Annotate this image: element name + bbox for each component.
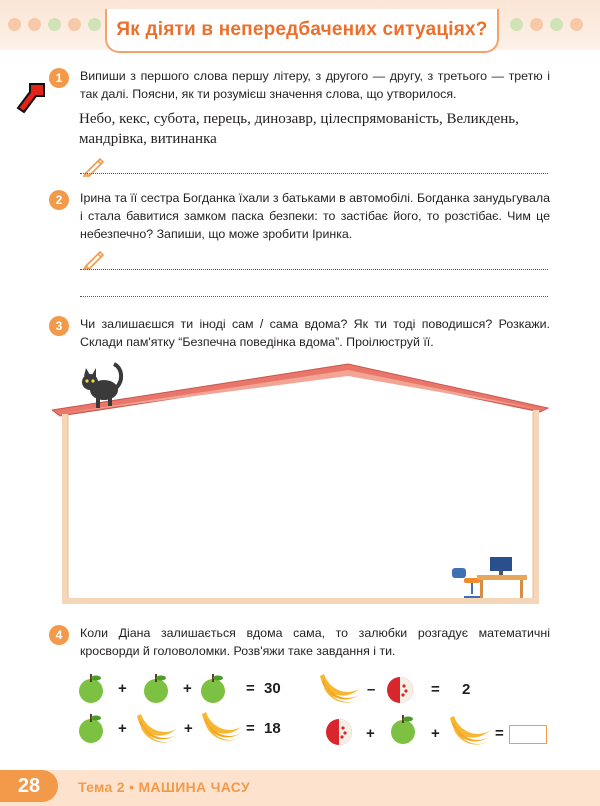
house-drawing-area[interactable] (52, 360, 552, 612)
equals-sign: = (431, 681, 440, 698)
page-title-box (105, 9, 499, 53)
task-1-words: Небо, кекс, субота, перець, динозавр, цілеспрямованість, Великдень, мандрівка, витинанка (79, 111, 519, 147)
plus-sign: + (118, 720, 127, 737)
plus-sign: + (366, 725, 375, 742)
equals-sign: = (246, 680, 255, 697)
task-1-badge: 1 (49, 68, 69, 88)
answer-line[interactable] (80, 296, 548, 297)
desk-icon (477, 575, 527, 598)
red-arrow-icon (14, 82, 48, 118)
banana-icon (446, 712, 492, 748)
apple-icon (198, 672, 228, 704)
banana-icon (133, 710, 179, 746)
plus-sign: + (431, 725, 440, 742)
task-3-text: Чи залишаєшся ти іноді сам / сама вдома? Як ти тоді поводишся? Розкажи. Склади пам'ятку “Безпечна поведінка вдома”. Проілюструй її. (80, 317, 550, 349)
result-value: 30 (264, 680, 281, 697)
task-2-badge: 2 (49, 190, 69, 210)
result-value: 18 (264, 720, 281, 737)
answer-box[interactable] (509, 725, 547, 744)
plus-sign: + (118, 680, 127, 697)
banana-icon (198, 708, 244, 744)
answer-line[interactable] (80, 269, 548, 270)
task-2-text: Ірина та її сестра Богданка їхали з батьками в автомобілі. Богданка занудьгувала і стала бавитися замком паска безпеки: то застібає його, то розстібає. Чим це небезпечно? Запиши, що може зробити Іринка. (80, 191, 550, 241)
pencil-icon (82, 248, 106, 270)
task-1-text: Випиши з першого слова першу літеру, з другого — другу, з третього — третю і так далі. Поясни, як ти розумієш значення слова, що утворилося. (80, 69, 550, 101)
apple-icon (388, 713, 418, 745)
result-value: 2 (462, 681, 471, 698)
monitor-icon (490, 557, 512, 575)
task-4-badge: 4 (49, 625, 69, 645)
equals-sign: = (495, 725, 504, 742)
minus-sign: – (367, 681, 376, 698)
pomegranate-icon (323, 715, 357, 747)
task-4-text: Коли Діана залишається вдома сама, то залюбки розгадує математичні кросворди й головоломки. Розв'яжи таке завдання і ти. (80, 626, 550, 658)
answer-line[interactable] (80, 173, 548, 174)
page-title: Як діяти в непередбачених ситуаціях? (116, 19, 488, 40)
apple-icon (76, 712, 106, 744)
footer-topic: Тема 2 • МАШИНА ЧАСУ (78, 779, 251, 795)
page-number: 28 (0, 770, 58, 802)
equals-sign: = (246, 720, 255, 737)
apple-icon (141, 672, 171, 704)
plus-sign: + (184, 720, 193, 737)
plus-sign: + (183, 680, 192, 697)
task-3-badge: 3 (49, 316, 69, 336)
chair-icon (452, 568, 480, 597)
pomegranate-icon (384, 673, 418, 705)
banana-icon (316, 670, 362, 706)
apple-icon (76, 672, 106, 704)
